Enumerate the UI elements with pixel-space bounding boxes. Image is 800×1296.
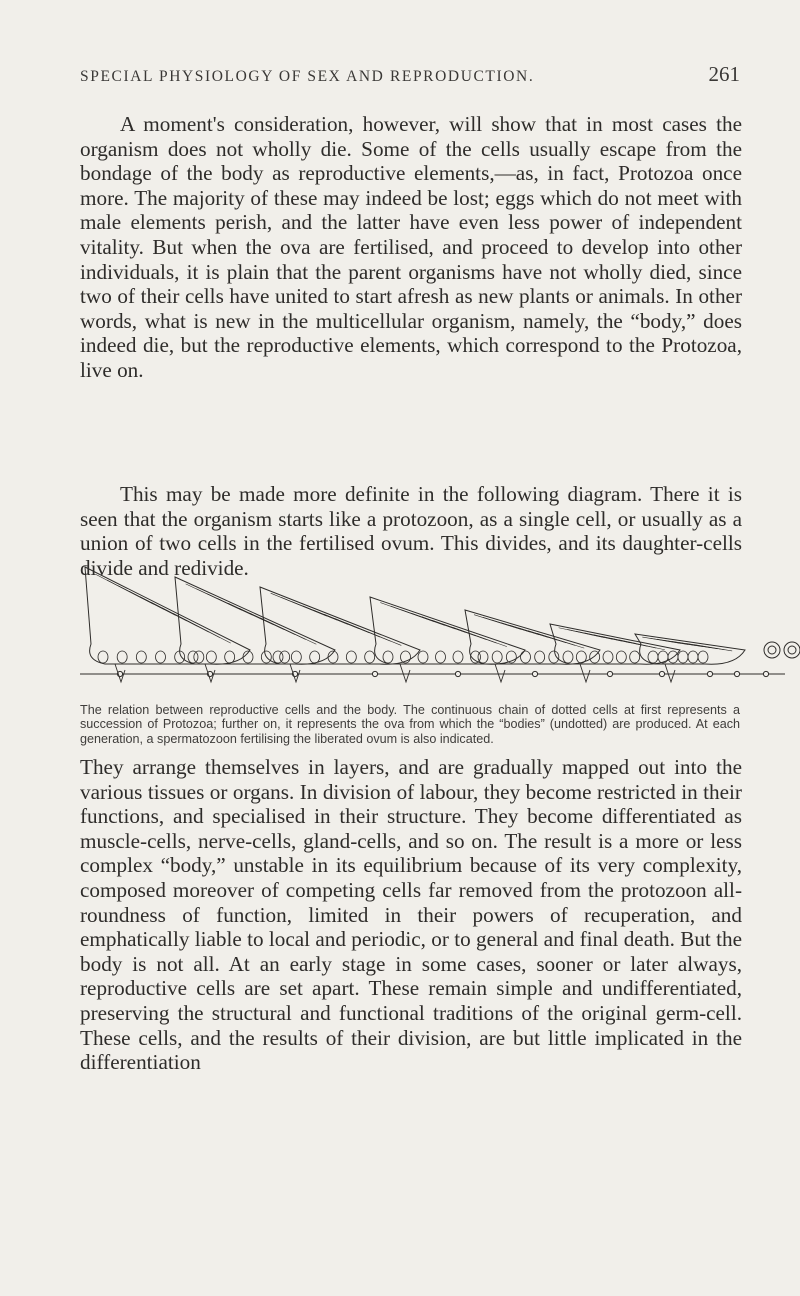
body-cell-5-3 xyxy=(603,651,613,663)
body-cell-6-1 xyxy=(658,651,668,663)
body-cell-5-4 xyxy=(616,651,626,663)
hatch-4-8 xyxy=(537,633,584,648)
free-cell-core-1 xyxy=(788,646,796,654)
running-head xyxy=(80,62,740,87)
body-cell-1-1 xyxy=(206,651,216,663)
body-cell-0-5 xyxy=(194,651,204,663)
chain-cell-9 xyxy=(734,671,739,676)
chain-cell-5 xyxy=(532,671,537,676)
hatch-0-8 xyxy=(173,613,231,643)
body-cell-3-2 xyxy=(418,651,428,663)
body-cell-2-5 xyxy=(365,651,375,663)
chain-cell-7 xyxy=(659,671,664,676)
reproduction-diagram xyxy=(80,562,800,692)
body-cell-6-0 xyxy=(648,651,658,663)
body-cell-0-0 xyxy=(98,651,108,663)
body-cell-4-3 xyxy=(521,651,531,663)
body-cell-0-1 xyxy=(117,651,127,663)
body-cell-3-3 xyxy=(436,651,446,663)
body-cell-2-4 xyxy=(346,651,356,663)
hatch-5-8 xyxy=(619,640,665,650)
running-title: SPECIAL PHYSIOLOGY OF SEX AND REPRODUCTION. xyxy=(80,68,535,85)
body-cell-5-2 xyxy=(590,651,600,663)
body-cell-4-1 xyxy=(492,651,502,663)
paragraph-2: This may be made more definite in the following diagram. There it is seen that the organism starts like a protozoon, as a single cell, or usually as a union of two cells in the fertilised ovum. This divides, and its daughter-cells divide and redivide. xyxy=(80,482,742,580)
body-cell-4-5 xyxy=(549,651,559,663)
body-cell-2-1 xyxy=(291,651,301,663)
sperm-5 xyxy=(580,664,590,682)
free-cell-0 xyxy=(764,642,780,658)
body-cell-2-2 xyxy=(310,651,320,663)
body-cell-6-4 xyxy=(688,651,698,663)
body-cell-1-2 xyxy=(225,651,235,663)
figure-caption: The relation between reproductive cells and the body. The continuous chain of dotted cells at first represents a succession of Protozoa; further on, it represents the ova from which the “bodies” (undotted) are produced. At each generation, a spermatozoon fertilising the liberated ovum is also indicated. xyxy=(80,703,740,746)
paragraph-3: They arrange themselves in layers, and are gradually mapped out into the various tissues or organs. In division of labour, they become restricted in their functions, and specialised in their structure. They become differentiated as muscle-cells, nerve-cells, gland-cells, and so on. The result is a more or less complex “body,” unstable in its equilibrium because of its very complexity, composed moreover of competing cells far removed from the protozoon all-roundness of function, limited in their powers of recuperation, and emphatically liable to local and periodic, or to general and final death. But the body is not all. At an early stage in some cases, sooner or later always, reproductive cells are set apart. These remain simple and undifferentiated, preserving the structural and functional traditions of the original germ-cell. These cells, and the results of their division, are but little implicated in the differentiation xyxy=(80,755,742,1075)
body-cell-6-5 xyxy=(698,651,708,663)
sperm-4 xyxy=(495,664,505,682)
body-cell-3-0 xyxy=(383,651,393,663)
body-cell-3-4 xyxy=(453,651,463,663)
body-cell-0-2 xyxy=(136,651,146,663)
chain-cell-10 xyxy=(763,671,768,676)
sperm-3 xyxy=(400,664,410,682)
hatch-3-8 xyxy=(453,627,507,646)
body-cell-5-5 xyxy=(630,651,640,663)
diagram-layer xyxy=(80,567,800,682)
body-cell-5-1 xyxy=(576,651,586,663)
body-cell-0-3 xyxy=(156,651,166,663)
body-cell-1-0 xyxy=(188,651,198,663)
body-cell-4-4 xyxy=(535,651,545,663)
body-cell-2-0 xyxy=(273,651,283,663)
chain-cell-6 xyxy=(607,671,612,676)
chain-cell-8 xyxy=(707,671,712,676)
chain-cell-3 xyxy=(372,671,377,676)
paragraph-1: A moment's consideration, however, will show that in most cases the organism does not wholly die. Some of the cells usually escape from the bondage of the body as reproductive elements,—as, in fact, Protozoa once more. The majority of these may indeed be lost; eggs which do not meet with male elements perish, and the latter have even less power of independent vitality. But when the ova are fertilised, and proceed to develop into other individuals, it is plain that the parent organisms have not wholly died, since two of their cells have united to start afresh as new plants or animals. In other words, what is new in the multicellular organism, namely, the “body,” does indeed die, but the reproductive elements, which correspond to the Protozoa, live on. xyxy=(80,112,742,382)
free-cell-1 xyxy=(784,642,800,658)
sperm-6 xyxy=(665,664,675,682)
body-cell-6-3 xyxy=(678,651,688,663)
hatch-1-8 xyxy=(260,618,316,644)
page-number: 261 xyxy=(708,62,740,86)
body-cell-4-0 xyxy=(478,651,488,663)
free-cell-core-0 xyxy=(768,646,776,654)
chain-cell-4 xyxy=(455,671,460,676)
body-cell-5-0 xyxy=(563,651,573,663)
